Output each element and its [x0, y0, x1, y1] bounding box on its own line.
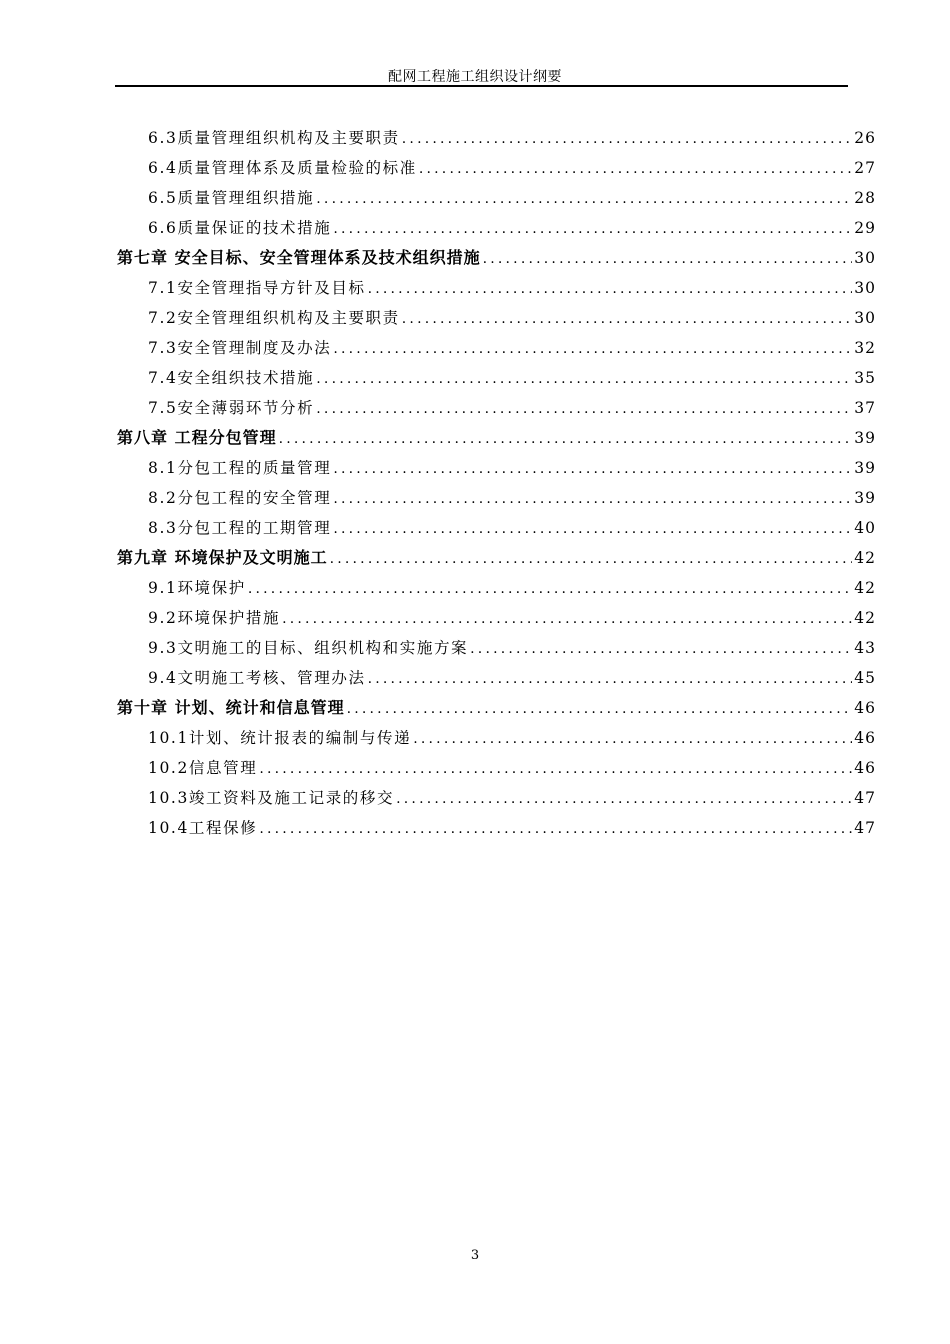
toc-entry-page: 42 — [854, 549, 876, 567]
toc-dot-leader — [282, 611, 852, 627]
toc-dot-leader — [279, 431, 853, 447]
toc-entry-title: 6.4质量管理体系及质量检验的标准 — [148, 159, 417, 177]
toc-entry-line — [148, 576, 876, 598]
toc-dot-leader — [330, 551, 853, 567]
toc-dot-leader — [483, 251, 853, 267]
toc-section-entry[interactable] — [0, 272, 950, 302]
toc-entry-title: 第九章 环境保护及文明施工 — [117, 548, 328, 567]
toc-entry-page: 26 — [854, 129, 876, 147]
toc-section-entry[interactable] — [0, 362, 950, 392]
toc-entry-line — [148, 816, 876, 838]
toc-entry-title: 8.2分包工程的安全管理 — [148, 489, 332, 507]
toc-section-entry[interactable] — [0, 302, 950, 332]
toc-entry-title: 7.3安全管理制度及办法 — [148, 339, 332, 357]
toc-entry-page: 37 — [854, 399, 876, 417]
toc-entry-title: 6.6质量保证的技术措施 — [148, 219, 332, 237]
toc-section-entry[interactable] — [0, 182, 950, 212]
toc-entry-title: 第十章 计划、统计和信息管理 — [117, 698, 345, 717]
toc-entry-page: 28 — [854, 189, 876, 207]
toc-entry-title: 9.4文明施工考核、管理办法 — [148, 669, 366, 687]
toc-entry-title: 10.3竣工资料及施工记录的移交 — [148, 789, 395, 807]
toc-section-entry[interactable] — [0, 152, 950, 182]
toc-entry-line — [148, 666, 876, 688]
toc-entry-page: 47 — [854, 789, 876, 807]
toc-entry-title: 9.2环境保护措施 — [148, 609, 281, 627]
toc-entry-page: 42 — [854, 609, 876, 627]
toc-dot-leader — [316, 191, 852, 207]
toc-dot-leader — [333, 461, 852, 477]
toc-entry-line — [148, 726, 876, 748]
toc-entry-page: 43 — [854, 639, 876, 657]
toc-dot-leader — [316, 371, 852, 387]
toc-entry-title: 10.4工程保修 — [148, 819, 258, 837]
toc-entry-page: 47 — [854, 819, 876, 837]
toc-entry-line — [148, 786, 876, 808]
toc-entry-line — [117, 545, 876, 568]
toc-entry-line — [148, 306, 876, 328]
toc-dot-leader — [402, 311, 853, 327]
toc-entry-title: 10.1计划、统计报表的编制与传递 — [148, 729, 412, 747]
toc-dot-leader — [396, 791, 852, 807]
toc-entry-title: 7.4安全组织技术措施 — [148, 369, 315, 387]
toc-entry-title: 8.3分包工程的工期管理 — [148, 519, 332, 537]
toc-dot-leader — [419, 161, 852, 177]
toc-entry-line — [148, 756, 876, 778]
toc-dot-leader — [259, 761, 852, 777]
toc-dot-leader — [347, 701, 853, 717]
toc-section-entry[interactable] — [0, 752, 950, 782]
toc-entry-page: 29 — [854, 219, 876, 237]
toc-dot-leader — [402, 131, 853, 147]
toc-section-entry[interactable] — [0, 392, 950, 422]
toc-entry-page: 39 — [854, 429, 876, 447]
toc-dot-leader — [413, 731, 852, 747]
toc-dot-leader — [368, 281, 853, 297]
toc-entry-title: 6.5质量管理组织措施 — [148, 189, 315, 207]
toc-section-entry[interactable] — [0, 662, 950, 692]
header-rule — [115, 85, 848, 87]
toc-entry-page: 30 — [854, 249, 876, 267]
toc-entry-page: 32 — [854, 339, 876, 357]
toc-chapter-entry[interactable] — [0, 422, 950, 452]
toc-entry-line — [148, 156, 876, 178]
toc-entry-page: 42 — [854, 579, 876, 597]
toc-section-entry[interactable] — [0, 452, 950, 482]
toc-chapter-entry[interactable] — [0, 692, 950, 722]
toc-entry-page: 30 — [854, 309, 876, 327]
toc-entry-title: 第七章 安全目标、安全管理体系及技术组织措施 — [117, 248, 481, 267]
toc-entry-page: 39 — [854, 459, 876, 477]
toc-section-entry[interactable] — [0, 812, 950, 842]
toc-dot-leader — [248, 581, 852, 597]
toc-entry-page: 39 — [854, 489, 876, 507]
toc-section-entry[interactable] — [0, 602, 950, 632]
toc-section-entry[interactable] — [0, 722, 950, 752]
toc-entry-line — [148, 366, 876, 388]
toc-dot-leader — [368, 671, 853, 687]
toc-entry-title: 7.5安全薄弱环节分析 — [148, 399, 315, 417]
toc-entry-line — [148, 336, 876, 358]
toc-entry-title: 9.1环境保护 — [148, 579, 246, 597]
toc-entry-page: 30 — [854, 279, 876, 297]
toc-entry-line — [148, 486, 876, 508]
toc-section-entry[interactable] — [0, 782, 950, 812]
toc-entry-page: 46 — [854, 729, 876, 747]
toc-entry-title: 6.3质量管理组织机构及主要职责 — [148, 129, 400, 147]
toc-dot-leader — [259, 821, 852, 837]
toc-entry-page: 27 — [854, 159, 876, 177]
toc-entry-page: 40 — [854, 519, 876, 537]
toc-dot-leader — [316, 401, 852, 417]
toc-section-entry[interactable] — [0, 482, 950, 512]
toc-entry-page: 46 — [854, 759, 876, 777]
toc-dot-leader — [333, 491, 852, 507]
page-number: 3 — [470, 1248, 480, 1263]
toc-dot-leader — [333, 521, 852, 537]
toc-entry-page: 46 — [854, 699, 876, 717]
toc-entry-title: 7.2安全管理组织机构及主要职责 — [148, 309, 400, 327]
toc-dot-leader — [470, 641, 852, 657]
toc-entry-title: 8.1分包工程的质量管理 — [148, 459, 332, 477]
toc-entry-line — [148, 456, 876, 478]
toc-entry-line — [148, 636, 876, 658]
toc-section-entry[interactable] — [0, 212, 950, 242]
toc-section-entry[interactable] — [0, 512, 950, 542]
toc-entry-line — [117, 695, 876, 718]
toc-entry-line — [148, 276, 876, 298]
toc-section-entry[interactable] — [0, 332, 950, 362]
toc-entry-title: 10.2信息管理 — [148, 759, 258, 777]
toc-section-entry[interactable] — [0, 122, 950, 152]
toc-entry-line — [148, 396, 876, 418]
toc-dot-leader — [333, 221, 852, 237]
toc-entry-title: 7.1安全管理指导方针及目标 — [148, 279, 366, 297]
page-header-title: 配网工程施工组织设计纲要 — [388, 69, 562, 85]
toc-entry-page: 35 — [854, 369, 876, 387]
toc-entry-line — [148, 216, 876, 238]
toc-entry-line — [148, 186, 876, 208]
toc-entry-line — [148, 606, 876, 628]
toc-dot-leader — [333, 341, 852, 357]
toc-section-entry[interactable] — [0, 572, 950, 602]
toc-chapter-entry[interactable] — [0, 542, 950, 572]
toc-chapter-entry[interactable] — [0, 242, 950, 272]
toc-entry-title: 9.3文明施工的目标、组织机构和实施方案 — [148, 639, 469, 657]
toc-entry-line — [148, 126, 876, 148]
toc-entry-line — [117, 425, 876, 448]
toc-section-entry[interactable] — [0, 632, 950, 662]
toc-entry-title: 第八章 工程分包管理 — [117, 428, 277, 447]
toc-entry-line — [117, 245, 876, 268]
toc-entry-page: 45 — [854, 669, 876, 687]
toc-entry-line — [148, 516, 876, 538]
